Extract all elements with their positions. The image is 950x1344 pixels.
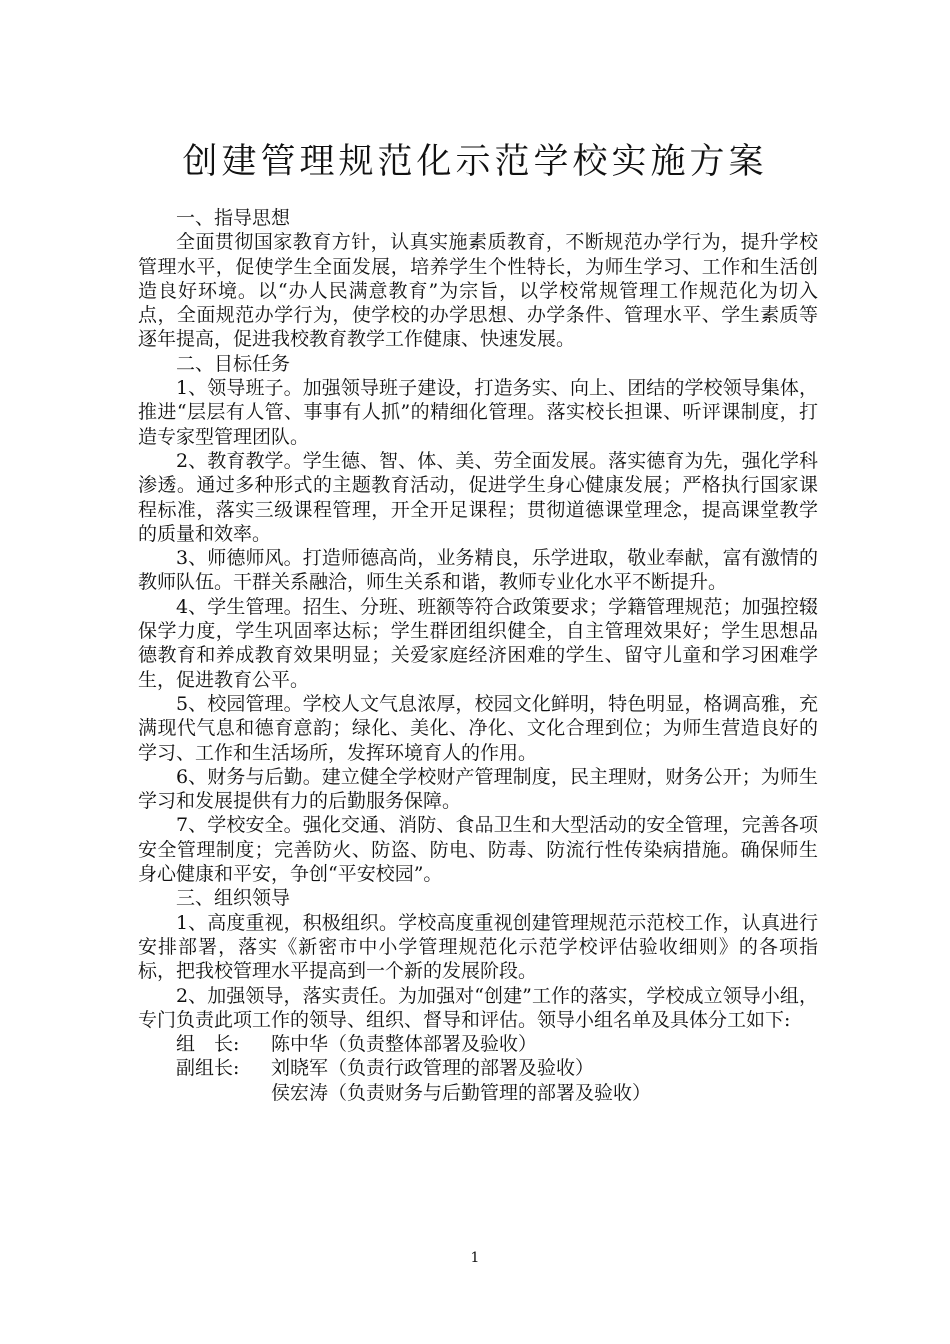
role-label: 组 长:: [176, 1033, 240, 1056]
document-title: 创建管理规范化示范学校实施方案: [182, 142, 768, 182]
paragraph-guiding-ideology: 全面贯彻国家教育方针，认真实施素质教育，不断规范办学行为，提升学校管理水平，促使学生全面发展，培养学生个性特长，为师生学习、工作和生活创造良好环境。以“办人民满意教育”为宗旨，以学校常规管理工作规范化为切入点，全面规范办学行为，使学校的办学思想、办学条件、管理水平、学生素质等逐年提高，促进我校教育教学工作健康、快速发展。: [138, 231, 818, 351]
role-name: 刘晓军（负责行政管理的部署及验收）: [271, 1057, 595, 1080]
paragraph-goal-leadership: 1、领导班子。加强领导班子建设，打造务实、向上、团结的学校领导集体，推进“层层有人管、事事有人抓”的精细化管理。落实校长担课、听评课制度，打造专家型管理团队。: [138, 377, 818, 448]
role-line-deputy-2: [138, 1081, 818, 1105]
document-body: [138, 206, 818, 1105]
role-name: 侯宏涛（负责财务与后勤管理的部署及验收）: [271, 1081, 652, 1104]
paragraph-goal-campus: 5、校园管理。学校人文气息浓厚，校园文化鲜明，特色明显，格调高雅，充满现代气息和德育意韵；绿化、美化、净化、文化合理到位；为师生营造良好的学习、工作和生活场所，发挥环境育人的作用。: [138, 692, 818, 764]
section-heading-guiding-ideology: 一、指导思想: [176, 207, 291, 229]
paragraph-goal-safety: 7、学校安全。强化交通、消防、食品卫生和大型活动的安全管理，完善各项安全管理制度；完善防火、防盗、防电、防毒、防流行性传染病措施。确保师生身心健康和平安，争创“平安校园”。: [138, 814, 818, 886]
paragraph-goal-teaching: 2、教育教学。学生德、智、体、美、劳全面发展。落实德育为先，强化学科渗透。通过多种形式的主题教育活动，促进学生身心健康发展；严格执行国家课程标准，落实三级课程管理，开全开足课程；贯彻道德课堂理念，提高课堂教学的质量和效率。: [138, 449, 818, 545]
section-heading-organization: 三、组织领导: [176, 887, 291, 910]
role-label: 副组长:: [176, 1057, 240, 1080]
section-heading-goals: 二、目标任务: [176, 352, 291, 375]
role-line-leader: [138, 1032, 818, 1056]
page-number: 1: [470, 1250, 480, 1266]
paragraph-goal-student-management: 4、学生管理。招生、分班、班额等符合政策要求；学籍管理规范；加强控辍保学力度，学生巩固率达标；学生群团组织健全，自主管理效果好；学生思想品德教育和养成教育效果明显；关爱家庭经济困难的学生、留守儿童和学习困难学生，促进教育公平。: [138, 595, 818, 691]
paragraph-goal-ethics: 3、师德师风。打造师德高尚，业务精良，乐学进取，敬业奉献，富有激情的教师队伍。干群关系融洽，师生关系和谐，教师专业化水平不断提升。: [138, 547, 818, 594]
role-line-deputy: [138, 1056, 818, 1080]
role-name: 陈中华（负责整体部署及验收）: [271, 1033, 538, 1056]
paragraph-org-attention: 1、高度重视，积极组织。学校高度重视创建管理规范示范校工作，认真进行安排部署，落实《新密市中小学管理规范化示范学校评估验收细则》的各项指标，把我校管理水平提高到一个新的发展阶段。: [138, 911, 818, 983]
paragraph-org-responsibility: 2、加强领导，落实责任。为加强对“创建”工作的落实，学校成立领导小组，专门负责此项工作的领导、组织、督导和评估。领导小组名单及具体分工如下:: [138, 984, 818, 1031]
paragraph-goal-finance: 6、财务与后勤。建立健全学校财产管理制度，民主理财，财务公开；为师生学习和发展提供有力的后勤服务保障。: [138, 765, 818, 813]
